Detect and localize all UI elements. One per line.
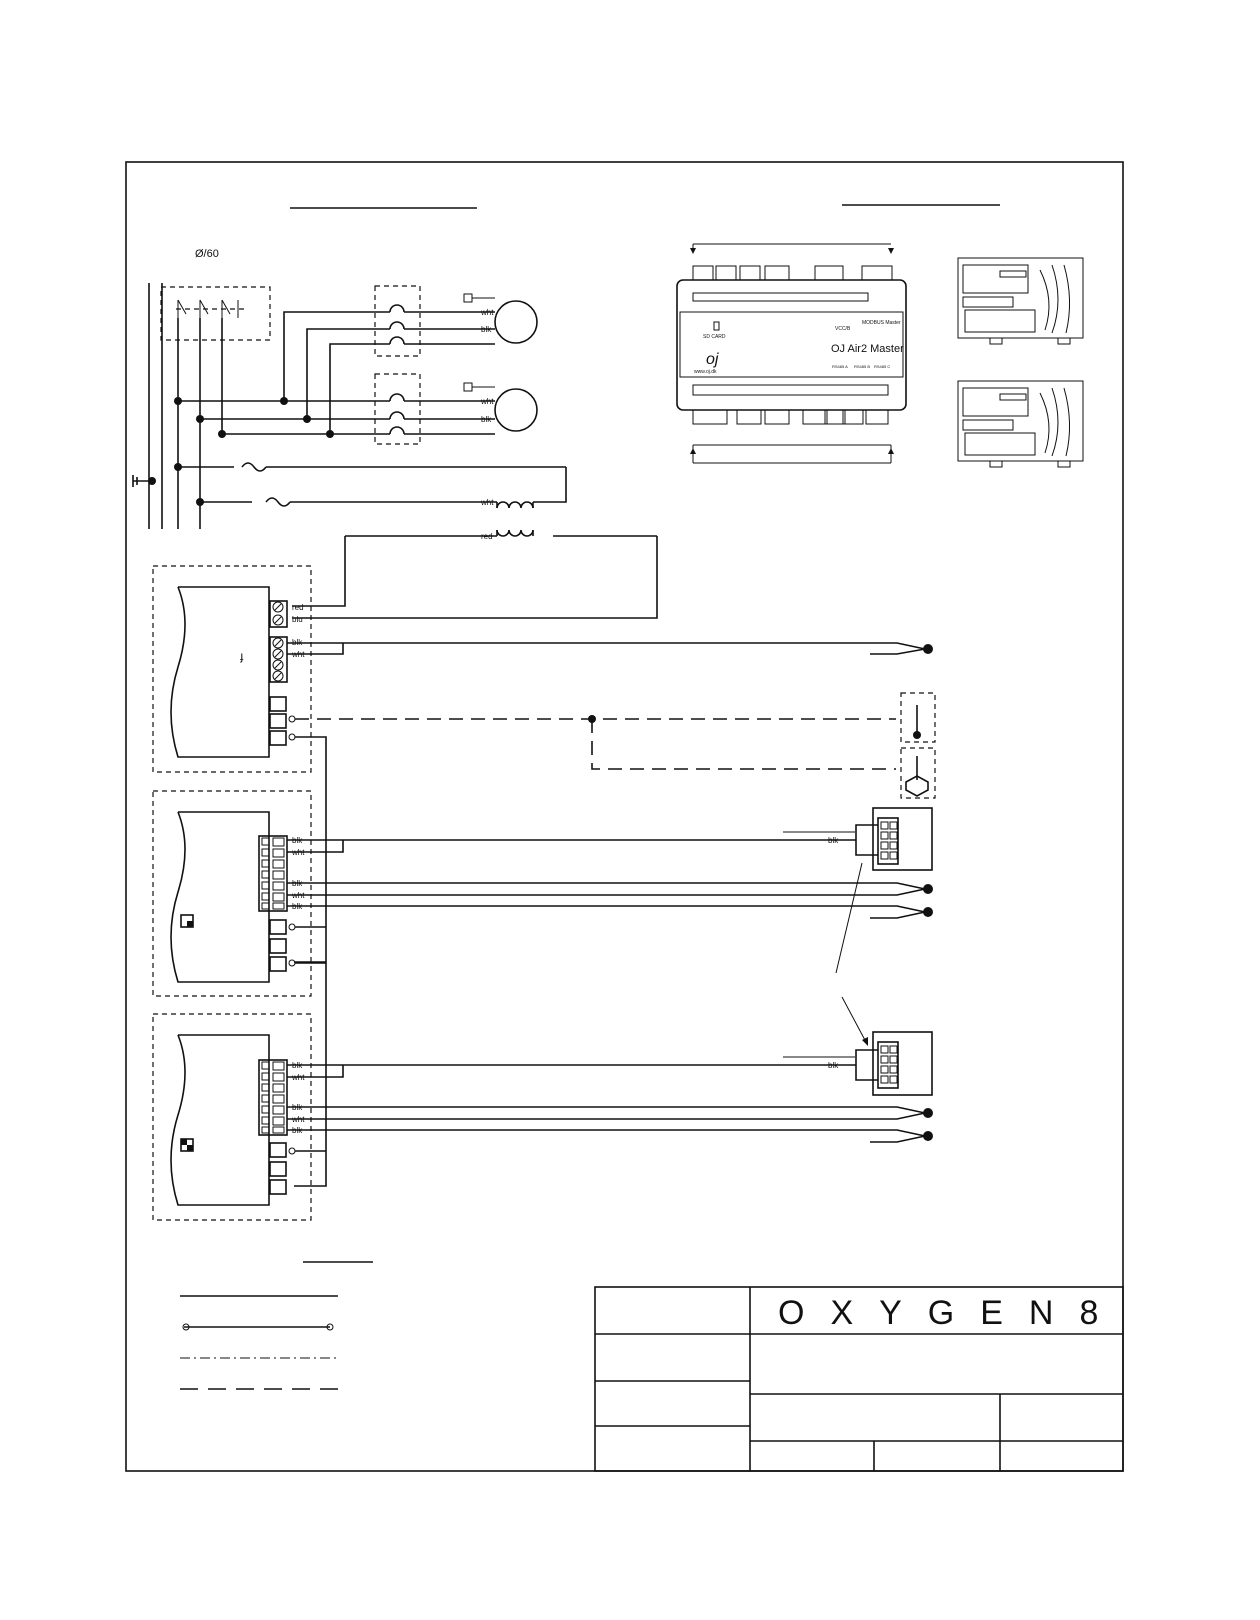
ctrl3-remote-wire: blk (828, 1061, 839, 1070)
ctrl3-signal-5: blk (292, 1126, 303, 1135)
fan1-fuse-box (375, 286, 420, 356)
transformer-secondary-coil (497, 530, 533, 536)
expansion-module-1 (958, 258, 1083, 344)
control-module-2 (153, 791, 933, 1186)
modbus-label: MODBUS Master (862, 320, 901, 326)
sd-card-label: SD CARD (703, 334, 726, 340)
oxygen8-logo: OXYGEN8 (778, 1294, 1125, 1332)
ctrl2-signal-1: blk (292, 836, 303, 845)
fan1-wire-2: blk (481, 325, 492, 334)
ctrl1-power-red: red (292, 603, 304, 612)
ctrl2-signal-5: blk (292, 902, 303, 911)
ctrl1-power-blu: blu (292, 615, 303, 624)
transformer-primary-coil (497, 502, 533, 508)
sheet-border (126, 162, 1123, 1471)
fan1-wire-1: wht (481, 308, 494, 317)
ctrl2-signal-2: wht (292, 848, 305, 857)
ctrl2-signal-3: blk (292, 879, 303, 888)
control-module-3 (153, 997, 933, 1220)
transformer-primary-wire: wht (481, 498, 494, 507)
transformer-secondary-wire: red (481, 532, 493, 541)
expansion-module-2 (958, 381, 1083, 467)
legend (180, 1296, 338, 1389)
fan2-wire-1: wht (481, 397, 494, 406)
controller-model: OJ Air2 Master (831, 343, 904, 355)
ctrl2-remote-wire: blk (828, 836, 839, 845)
rs485-a: RS485 A (832, 364, 848, 369)
fan2-wire-2: blk (481, 415, 492, 424)
ctrl3-signal-3: blk (292, 1103, 303, 1112)
controller-web: www.oj.dk (694, 369, 717, 375)
ctrl3-signal-1: blk (292, 1061, 303, 1070)
title-block (595, 1287, 1124, 1471)
oj-air2-controller (677, 244, 906, 463)
rs485-c: RS485 C (874, 364, 891, 369)
power-supply-label: Ø/60 (195, 248, 219, 260)
ctrl3-signal-2: wht (292, 1073, 305, 1082)
ctrl3-signal-4: wht (292, 1115, 305, 1124)
power-wiring (133, 283, 657, 618)
oj-logo: oj (706, 351, 719, 368)
rs485-b: RS485 B (854, 364, 871, 369)
fan1-motor (495, 301, 537, 343)
control-module-1 (153, 566, 935, 962)
ctrl1-signal-wht: wht (292, 650, 305, 659)
vcc-label: VCC/B (835, 326, 851, 332)
ctrl2-signal-4: wht (292, 891, 305, 900)
svg-text:ɟ: ɟ (240, 649, 244, 663)
fan2-motor (495, 389, 537, 431)
ctrl1-signal-blk: blk (292, 638, 303, 647)
